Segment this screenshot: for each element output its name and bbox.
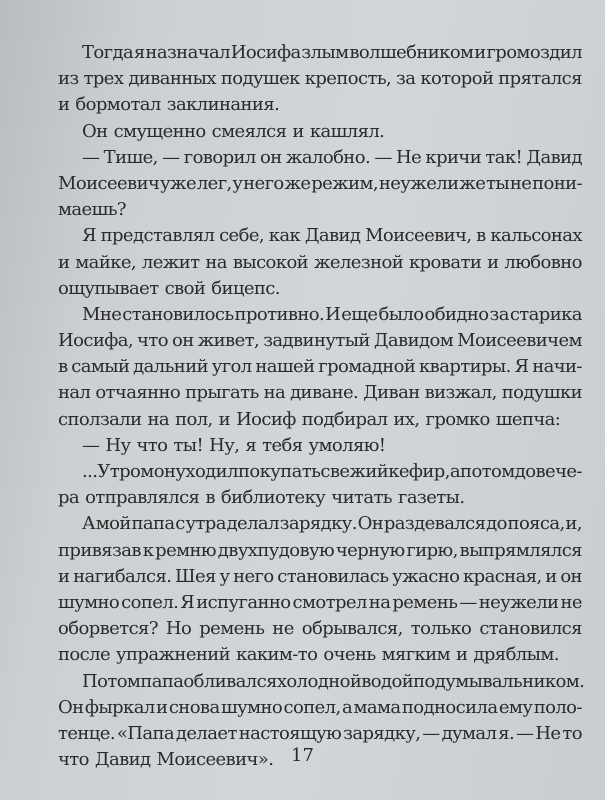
text-line: А мой папа с утра делал зарядку. Он раздевался до пояса, и, [82, 513, 582, 535]
text-line: ра отправлялся в библиотеку читать газеты. [58, 487, 465, 509]
text-line: ощупывает свой бицепс. [58, 277, 280, 299]
paragraph [58, 145, 582, 224]
text-line: Он фыркал и снова шумно сопел, а мама подносила ему поло- [58, 696, 582, 718]
text-line: — Тише, — говорил он жалобно. — Не кричи так! Давид [82, 146, 582, 168]
text-line: Потом папа обливался холодной водой под умывальником. [82, 670, 585, 692]
text-line: Моисеевич уже лег, у него же режим, неужели же ты не пони- [58, 172, 582, 194]
text-line: Иосифа, что он живет, задвинутый Давидом Моисеевичем [58, 330, 582, 352]
text-line: оборвется? Но ремень не обрывался, только становился [58, 618, 582, 640]
body-text [58, 40, 585, 773]
text-line: и майке, лежит на высокой железной кровати и любовно [58, 251, 582, 273]
text-line: в самый дальний угол нашей громадной квартиры. Я начи- [58, 356, 582, 378]
paragraph [58, 511, 582, 668]
text-line: ...Утром он уходил покупать свежий кефир, а потом до вече- [82, 461, 582, 482]
text-line: тенце. «Папа делает настоящую зарядку, — думал я. — Не то [58, 722, 582, 744]
text-line: из трех диванных подушек крепость, за которой прятался [58, 68, 582, 90]
text-line: маешь? [58, 199, 126, 221]
text-line: сползали на пол, и Иосиф подбирал их, громко шепча: [58, 408, 561, 430]
text-line: нал отчаянно прыгать на диване. Диван визжал, подушки [58, 382, 582, 404]
text-line: что Давид Моисеевич». [58, 749, 274, 771]
text-line: после упражнений каким-то очень мягким и дряблым. [58, 644, 559, 666]
paragraph [58, 302, 582, 433]
text-line: Тогда я назначал Иосифа злым волшебником и громоздил [82, 42, 582, 63]
text-line: Мне становилось противно. И еще было обидно за старика [82, 303, 582, 325]
text-line: Я представлял себе, как Давид Моисеевич, в кальсонах [82, 225, 582, 247]
paragraph [58, 40, 582, 119]
paragraph [58, 119, 582, 145]
text-line: — Ну что ты! Ну, я тебя умоляю! [82, 434, 386, 456]
text-line: и нагибался. Шея у него становилась ужасно красная, и он [58, 565, 582, 587]
text-line: Он смущенно смеялся и кашлял. [82, 120, 385, 142]
paragraph [58, 223, 582, 302]
text-line: шумно сопел. Я испуганно смотрел на ремень — неужели не [58, 591, 582, 613]
paragraph [58, 459, 582, 511]
page-number: 17 [291, 745, 314, 766]
paragraph [58, 433, 582, 459]
text-line: привязав к ремню двухпудовую черную гирю, выпрямлялся [58, 539, 582, 561]
text-line: и бормотал заклинания. [58, 94, 280, 116]
